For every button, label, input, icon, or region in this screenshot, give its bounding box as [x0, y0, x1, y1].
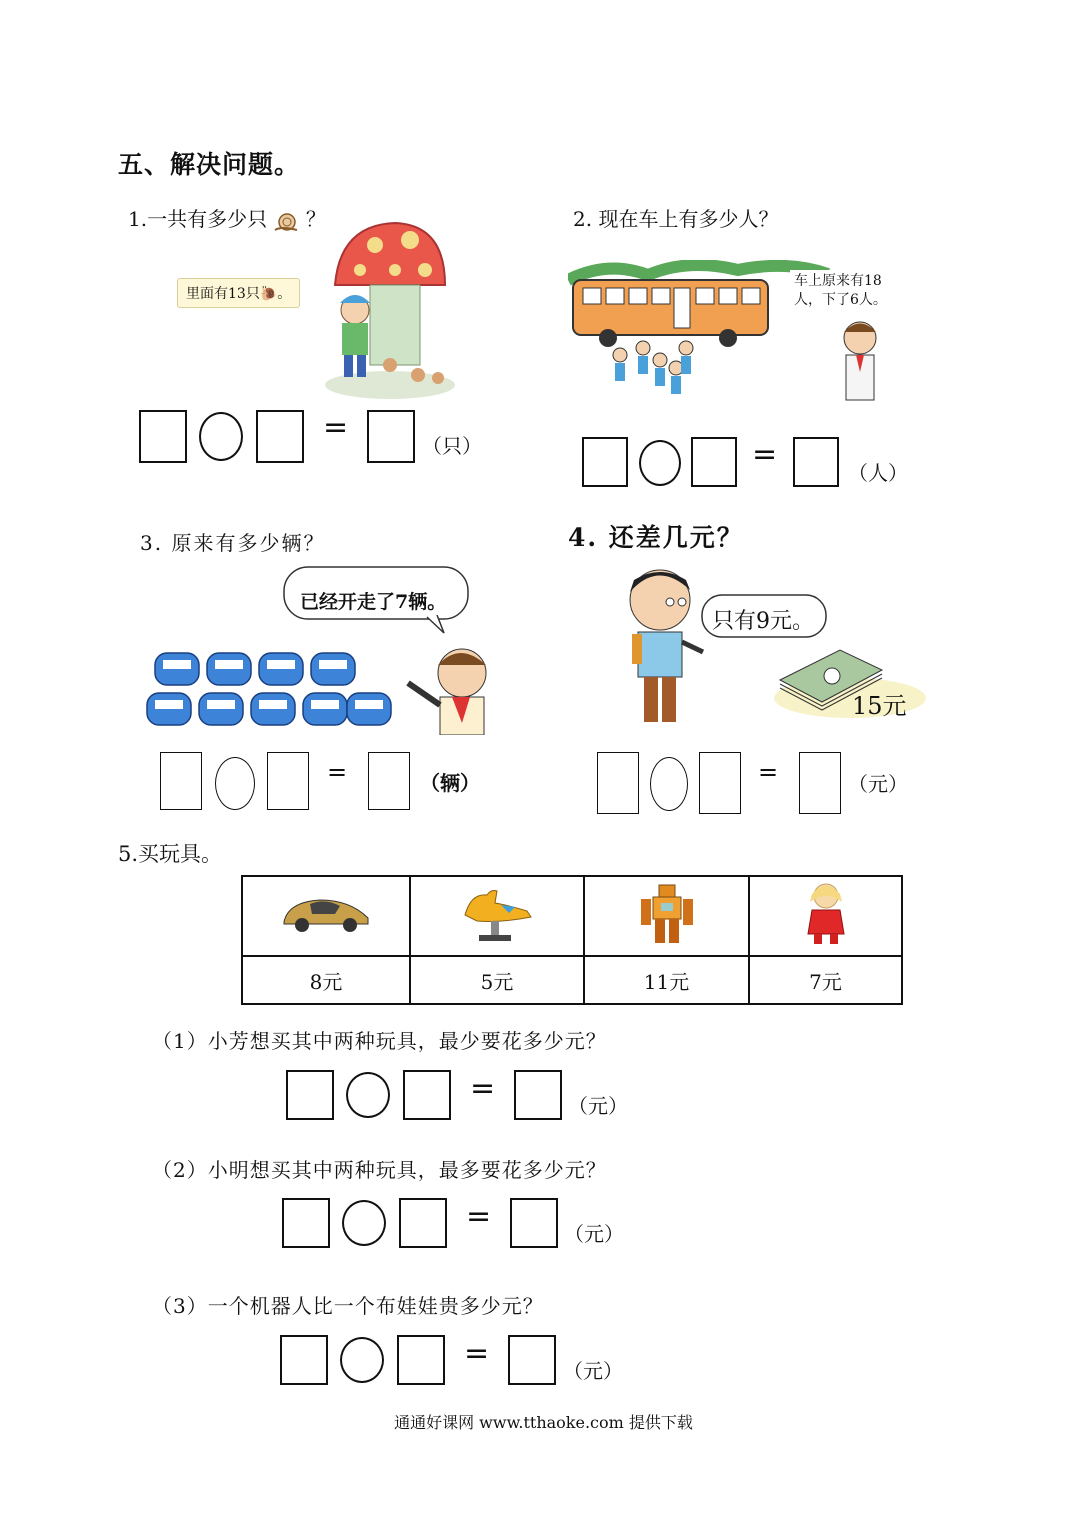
snail-icon: 🐌	[259, 286, 278, 302]
toy-robot-cell	[584, 876, 749, 956]
q4-money-label: 15元	[852, 692, 907, 720]
q3-box-2[interactable]	[267, 752, 309, 810]
q2-speech-text: 车上原来有18人，下了6人。	[794, 273, 887, 308]
q4-answer-box[interactable]	[799, 752, 841, 814]
q1-answer-box[interactable]	[367, 410, 415, 463]
q5-title: 5.买玩具。	[118, 842, 223, 866]
q5-sub3-box-1[interactable]	[280, 1335, 328, 1385]
toy-horse-cell	[410, 876, 584, 956]
q4-box-2[interactable]	[699, 752, 741, 814]
q2-box-1[interactable]	[582, 437, 628, 487]
q2-circle-operator[interactable]	[639, 440, 681, 486]
q5-sub3-unit: （元）	[563, 1359, 623, 1383]
q3-answer-box[interactable]	[368, 752, 410, 810]
q5-sub2-box-2[interactable]	[399, 1198, 447, 1248]
q5-sub2-equals: =	[466, 1199, 492, 1234]
q5-sub2-answer-box[interactable]	[510, 1198, 558, 1248]
q2-equals: =	[752, 437, 778, 472]
q5-sub2-circle-operator[interactable]	[342, 1200, 386, 1246]
q3-circle-operator[interactable]	[215, 757, 255, 810]
q3-bubble-text: 已经开走了7辆。	[300, 591, 447, 613]
toy-car-price: 8元	[242, 956, 410, 1004]
q5-sub3-text: （3）一个机器人比一个布娃娃贵多少元？	[152, 1294, 544, 1318]
q5-sub2-box-1[interactable]	[282, 1198, 330, 1248]
q5-sub2-unit: （元）	[564, 1222, 624, 1246]
q1-unit: （只）	[422, 434, 482, 458]
q4-boy-illustration	[608, 562, 708, 732]
buses-group-illustration	[145, 648, 395, 733]
section-title: 五、解决问题。	[118, 150, 301, 179]
q3-boy-illustration	[400, 635, 495, 735]
toy-robot-icon	[637, 883, 697, 945]
q1-bubble-text: 里面有13只	[186, 286, 260, 302]
toy-robot-price: 11元	[584, 956, 749, 1004]
q5-sub3-equals: =	[464, 1336, 490, 1371]
q5-sub3-circle-operator[interactable]	[340, 1337, 384, 1383]
q4-equals: =	[758, 758, 779, 786]
q5-sub3-answer-box[interactable]	[508, 1335, 556, 1385]
toy-doll-price: 7元	[749, 956, 902, 1004]
q5-sub1-box-1[interactable]	[286, 1070, 334, 1120]
q1-title-text: 1.一共有多少只	[128, 207, 268, 231]
q1-box-1[interactable]	[139, 410, 187, 463]
q5-sub1-text: （1）小芳想买其中两种玩具，最少要花多少元？	[152, 1029, 607, 1053]
q1-title-end: ？	[305, 207, 326, 231]
page-footer: 通通好课网 www.tthaoke.com 提供下载	[394, 1413, 693, 1432]
q1-circle-operator[interactable]	[199, 412, 243, 461]
toy-horse-price: 5元	[410, 956, 584, 1004]
toy-doll-cell	[749, 876, 902, 956]
q1-speech-bubble	[177, 278, 300, 308]
q4-box-1[interactable]	[597, 752, 639, 814]
q3-box-1[interactable]	[160, 752, 202, 810]
q4-unit: （元）	[848, 772, 908, 796]
toy-car-icon	[280, 894, 372, 934]
q3-unit: （辆）	[420, 771, 480, 795]
mushroom-house-illustration	[320, 215, 460, 400]
q4-circle-operator[interactable]	[650, 757, 688, 811]
q1-bubble-end: 。	[277, 286, 292, 302]
q3-equals: =	[327, 758, 348, 786]
toy-doll-icon	[796, 882, 856, 946]
toy-car-cell	[242, 876, 410, 956]
q5-sub2-text: （2）小明想买其中两种玩具，最多要花多少元？	[152, 1158, 607, 1182]
q5-sub1-box-2[interactable]	[403, 1070, 451, 1120]
q2-unit: （人）	[848, 461, 908, 485]
q5-sub1-unit: （元）	[568, 1094, 628, 1118]
q1-title	[128, 203, 326, 232]
q3-title: 3. 原来有多少辆？	[140, 531, 326, 555]
q2-answer-box[interactable]	[793, 437, 839, 487]
q2-title: 2. 现在车上有多少人？	[573, 207, 779, 231]
q4-bubble-text: 只有9元。	[712, 609, 814, 634]
toy-price-table	[241, 875, 903, 1005]
q1-box-2[interactable]	[256, 410, 304, 463]
snail-icon	[273, 210, 299, 232]
q5-sub1-circle-operator[interactable]	[346, 1072, 390, 1118]
q1-equals: =	[323, 410, 349, 445]
q4-title: 4. 还差几元？	[568, 523, 744, 552]
q5-sub1-equals: =	[470, 1071, 496, 1106]
q5-sub1-answer-box[interactable]	[514, 1070, 562, 1120]
toy-horse-icon	[457, 885, 537, 943]
q2-box-2[interactable]	[691, 437, 737, 487]
q5-sub3-box-2[interactable]	[397, 1335, 445, 1385]
